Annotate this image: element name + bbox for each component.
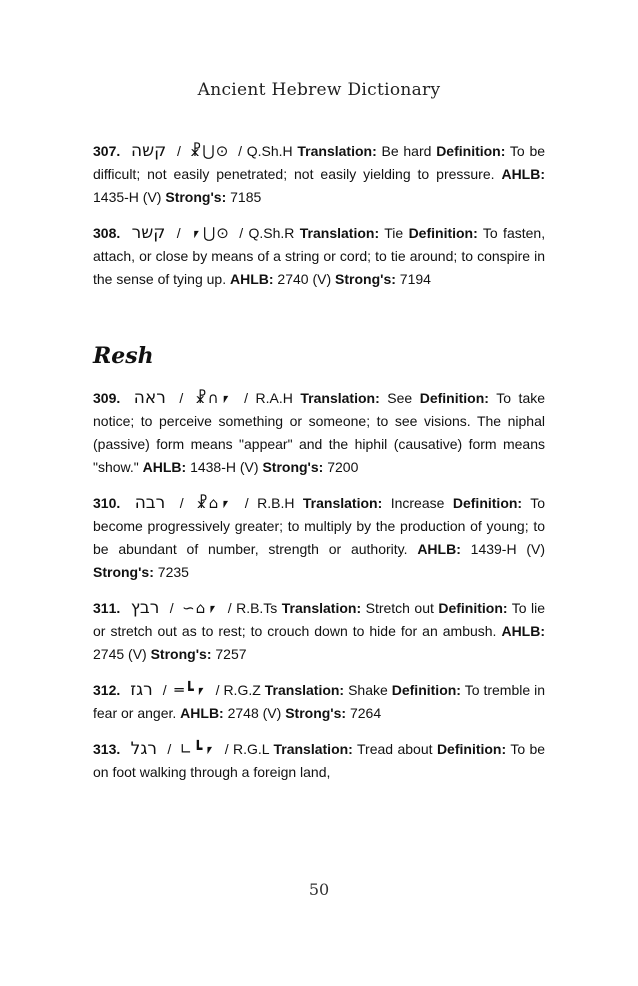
ancient-script-word: ☧⋃⊙ bbox=[189, 142, 230, 160]
entry-number: 307. bbox=[93, 143, 121, 159]
translation-value: Stretch out bbox=[365, 600, 434, 616]
ahlb-value: 2740 (V) bbox=[277, 271, 332, 287]
page-content bbox=[93, 140, 545, 797]
strongs-label: Strong's: bbox=[150, 646, 212, 662]
ancient-script-word: ☧∩⎖ bbox=[194, 389, 233, 407]
section-heading: Resh bbox=[93, 343, 154, 369]
translation-value: See bbox=[387, 390, 413, 406]
strongs-value: 7257 bbox=[215, 646, 247, 662]
definition-label: Definition: bbox=[438, 600, 508, 616]
ahlb-value: 2745 (V) bbox=[93, 646, 147, 662]
ahlb-label: AHLB: bbox=[229, 271, 274, 287]
strongs-label: Strong's: bbox=[262, 459, 324, 475]
ancient-script-word: ∽⌂⎖ bbox=[182, 599, 220, 617]
ahlb-label: AHLB: bbox=[142, 459, 187, 475]
definition-text: To become progressively greater; to multiply by the production of young; to be abundant of number, strength or authority. bbox=[93, 495, 546, 557]
transliteration: R.B.Ts bbox=[236, 600, 278, 616]
translation-value: Be hard bbox=[381, 143, 432, 159]
transliteration: Q.Sh.R bbox=[248, 225, 295, 241]
strongs-label: Strong's: bbox=[93, 564, 154, 580]
entry-number: 312. bbox=[93, 682, 121, 698]
strongs-value: 7185 bbox=[230, 189, 262, 205]
ahlb-label: AHLB: bbox=[180, 705, 224, 721]
translation-label: Translation: bbox=[302, 495, 383, 511]
ahlb-value: 1435-H (V) bbox=[93, 189, 162, 205]
entry-list-resh bbox=[93, 387, 545, 784]
strongs-label: Strong's: bbox=[165, 189, 227, 205]
translation-label: Translation: bbox=[300, 390, 380, 406]
hebrew-word: רבץ bbox=[130, 598, 160, 618]
definition-label: Definition: bbox=[452, 495, 523, 511]
translation-value: Tread about bbox=[357, 741, 433, 757]
translation-label: Translation: bbox=[299, 225, 380, 241]
translation-label: Translation: bbox=[264, 682, 345, 698]
transliteration: R.B.H bbox=[257, 495, 295, 511]
ancient-script-word: ☧⌂⎖ bbox=[196, 494, 233, 512]
entry-number: 313. bbox=[93, 741, 121, 757]
strongs-label: Strong's: bbox=[335, 271, 396, 287]
running-head: Ancient Hebrew Dictionary bbox=[197, 80, 441, 100]
ahlb-label: AHLB: bbox=[501, 166, 545, 182]
transliteration: R.A.H bbox=[255, 390, 293, 406]
strongs-value: 7200 bbox=[327, 459, 359, 475]
entry-number: 311. bbox=[93, 600, 121, 616]
ancient-script-word: ═┗⎖ bbox=[174, 681, 208, 699]
ancient-script-word: ∟┗⎖ bbox=[179, 740, 217, 758]
ahlb-label: AHLB: bbox=[417, 541, 461, 557]
entry-number: 309. bbox=[93, 390, 121, 406]
strongs-value: 7235 bbox=[157, 564, 189, 580]
strongs-value: 7194 bbox=[399, 271, 431, 287]
ahlb-value: 1438-H (V) bbox=[190, 459, 259, 475]
transliteration: R.G.L bbox=[233, 741, 270, 757]
strongs-value: 7264 bbox=[349, 705, 382, 721]
dictionary-entry: 309. ראה / ☧∩⎖ / R.A.H Translation: See Definition: To take notice; to perceive something or someone; to see visions. The niphal (passive) form means "appear" and the hiphil (causative) form means "show." AHLB: 1438-H (V) Strong's: 7200 bbox=[93, 388, 546, 475]
translation-label: Translation: bbox=[297, 143, 377, 159]
entry-list-top bbox=[93, 140, 545, 291]
hebrew-word: רגז bbox=[130, 680, 153, 700]
translation-value: Shake bbox=[348, 682, 388, 698]
definition-text: To take notice; to perceive something or someone; to see visions. The niphal (passive) form means "appear" and the hiphil (causative) form means "show." bbox=[93, 390, 546, 475]
entry-number: 308. bbox=[93, 225, 121, 241]
ahlb-label: AHLB: bbox=[501, 623, 545, 639]
definition-label: Definition: bbox=[436, 143, 506, 159]
definition-label: Definition: bbox=[419, 390, 489, 406]
translation-value: Tie bbox=[384, 225, 404, 241]
dictionary-entry: 307. קשה / ☧⋃⊙ / Q.Sh.H Translation: Be hard Definition: To be difficult; not easily penetrated; not easily yielding to pressure. AHLB: 1435-H (V) Strong's: 7185 bbox=[93, 141, 546, 205]
dictionary-entry: 311. רבץ / ∽⌂⎖ / R.B.Ts Translation: Stretch out Definition: To lie or stretch out as to rest; to crouch down to hide for an ambush. AHLB: 2745 (V) Strong's: 7257 bbox=[93, 598, 546, 662]
translation-value: Increase bbox=[390, 495, 445, 511]
hebrew-word: קשה bbox=[131, 141, 167, 161]
hebrew-word: רגל bbox=[130, 739, 157, 759]
dictionary-entry: 313. רגל / ∟┗⎖ / R.G.L Translation: Tread about Definition: To be on foot walking through a foreign land, bbox=[93, 739, 546, 780]
definition-text: To be difficult; not easily penetrated; not easily yielding to pressure. bbox=[93, 143, 546, 182]
translation-label: Translation: bbox=[281, 600, 362, 616]
dictionary-entry: 310. רבה / ☧⌂⎖ / R.B.H Translation: Increase Definition: To become progressively greater; to multiply by the production of young; to be abundant of number, strength or authority. AHLB: 1439-H (V) Strong's: 7235 bbox=[93, 493, 546, 580]
dictionary-entry: 312. רגז / ═┗⎖ / R.G.Z Translation: Shake Definition: To tremble in fear or anger. AHLB: 2748 (V) Strong's: 7264 bbox=[93, 680, 545, 721]
translation-label: Translation: bbox=[273, 741, 353, 757]
page-number: 50 bbox=[308, 880, 330, 899]
hebrew-word: רבה bbox=[134, 493, 166, 513]
ahlb-value: 2748 (V) bbox=[227, 705, 282, 721]
definition-text: To fasten, attach, or close by means of a string or cord; to tie around; to conspire in the sense of tying up. bbox=[93, 225, 546, 287]
ahlb-value: 1439-H (V) bbox=[470, 541, 546, 557]
transliteration: R.G.Z bbox=[223, 682, 261, 698]
definition-text: To be on foot walking through a foreign land, bbox=[93, 741, 546, 780]
entry-number: 310. bbox=[93, 495, 121, 511]
definition-label: Definition: bbox=[408, 225, 478, 241]
definition-label: Definition: bbox=[436, 741, 507, 757]
definition-label: Definition: bbox=[391, 682, 461, 698]
hebrew-word: ראה bbox=[133, 388, 166, 408]
definition-text: To tremble in fear or anger. bbox=[93, 682, 545, 721]
hebrew-word: קשר bbox=[131, 223, 166, 243]
ancient-script-word: ⎖⋃⊙ bbox=[189, 224, 230, 242]
transliteration: Q.Sh.H bbox=[246, 143, 293, 159]
dictionary-entry: 308. קשר / ⎖⋃⊙ / Q.Sh.R Translation: Tie Definition: To fasten, attach, or close by means of a string or cord; to tie around; to conspire in the sense of tying up. AHLB: 2740 (V) Strong's: 7194 bbox=[93, 223, 546, 287]
definition-text: To lie or stretch out as to rest; to crouch down to hide for an ambush. bbox=[93, 600, 546, 639]
strongs-label: Strong's: bbox=[285, 705, 347, 721]
